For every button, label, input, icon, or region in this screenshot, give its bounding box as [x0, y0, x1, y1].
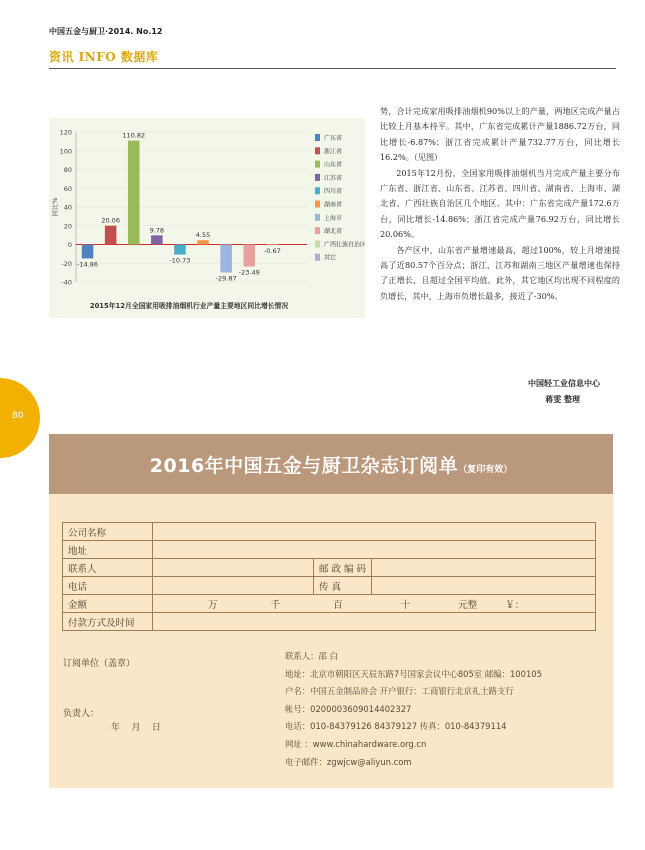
editor-credit: 蒋雯 整理 — [545, 395, 580, 404]
subscription-form — [49, 434, 613, 788]
legend-swatch — [315, 254, 320, 261]
article-paragraph: 2015年12月份，全国家用吸排油烟机当月完成产量主要分布广东省、浙江省、山东省、江苏省、四川省、湖南省、上海市、湖北省、广西壮族自治区几个地区。其中：广东省完成产量172.6万台，同比增长-14.86%；浙江省完成产量76.92万台，同比增长20.06%。 — [380, 167, 620, 240]
legend-label: 山东省 — [324, 161, 343, 169]
form-header — [49, 434, 613, 494]
article-paragraph: 各产区中，山东省产量增速最高，超过100%，较上月增速提高了近80.57个百分点；浙江、江苏和湖南三地区产量增速也保持了正增长，且超过全国平均值。此外，其它地区均出现不同程度的负增长，其中，上海市负增长最多，接近了-30%。 — [380, 244, 620, 301]
data-label: 9.78 — [149, 226, 165, 235]
address-field[interactable] — [153, 541, 596, 559]
data-label: -29.87 — [215, 274, 237, 283]
legend-label: 上海市 — [324, 214, 343, 222]
info-line: 电子邮件：zgwjcw@aliyun.com — [285, 756, 412, 767]
legend-label: 四川省 — [324, 188, 343, 196]
info-line: 网址 ：www.chinahardware.org.cn — [285, 738, 427, 749]
phone-field[interactable] — [153, 577, 314, 595]
data-label: -10.73 — [169, 256, 191, 265]
table-row — [63, 559, 596, 577]
table-row — [63, 523, 596, 541]
info-line: 地址：北京市朝阳区天辰东路7号国家会议中心805室 邮编：100105 — [285, 668, 542, 679]
legend-label: 湖南省 — [324, 201, 343, 209]
legend-swatch — [315, 147, 320, 154]
legend-label: 其它 — [324, 254, 337, 262]
table-row — [63, 595, 596, 613]
address-label: 地址 — [63, 541, 153, 559]
y-tick-label: 100 — [59, 147, 72, 156]
contact-field[interactable] — [153, 559, 314, 577]
legend-swatch — [315, 201, 320, 208]
amount-bai: 百 — [333, 599, 343, 611]
page-number-badge — [0, 378, 40, 458]
stamp-label: 订阅单位（盖章） — [63, 659, 136, 669]
contact-label: 联系人 — [63, 559, 153, 577]
amount-field[interactable] — [153, 595, 596, 613]
data-label: 20.06 — [101, 216, 120, 225]
page-number: 80 — [12, 411, 24, 421]
article-paragraph: 势，合计完成家用吸排油烟机90%以上的产量，两地区完成产量占比较上月基本持平。其中，广东省完成累计产量1886.72万台，同比增长-6.87%；浙江省完成累计产量732.77万台，同比增长16.2%。（见图） — [380, 106, 620, 163]
bar — [220, 245, 232, 273]
y-tick-label: 20 — [63, 222, 72, 231]
bar — [105, 226, 117, 245]
amount-shi: 十 — [400, 599, 411, 611]
legend-label: 广东省 — [324, 135, 343, 142]
y-tick-label: 120 — [59, 128, 72, 137]
y-tick-label: 80 — [63, 166, 72, 174]
chart-title: 2015年12月全国家用吸排油烟机行业产量主要地区同比增长情况 — [89, 302, 289, 310]
bar — [243, 245, 255, 267]
bar — [267, 245, 279, 246]
legend-swatch — [315, 187, 320, 194]
contact-info — [285, 648, 605, 771]
legend-swatch — [315, 174, 320, 181]
company-field[interactable] — [153, 523, 596, 541]
bar-chart — [49, 118, 365, 318]
form-title-text: 2016年中国五金与厨卫杂志订阅单 — [149, 455, 459, 477]
magazine-issue-line: 中国五金与厨卫·2014. No.12 — [49, 27, 163, 36]
postcode-field[interactable] — [372, 559, 596, 577]
article-body — [380, 104, 620, 304]
info-line: 联系人：邵 白 — [285, 651, 338, 661]
amount-yuan: 元整 — [458, 599, 478, 611]
subscription-table — [62, 522, 596, 631]
amount-wan: 万 — [208, 599, 218, 611]
form-title — [49, 451, 613, 478]
table-row — [63, 613, 596, 631]
bar — [151, 235, 163, 244]
payment-label: 付款方式及时间 — [63, 613, 153, 631]
data-label: 110.82 — [122, 131, 146, 140]
data-label: 4.55 — [195, 231, 211, 240]
amount-yen: ￥： — [505, 599, 525, 611]
y-tick-label: 40 — [63, 203, 72, 212]
chart-panel — [49, 118, 365, 318]
header-rule — [49, 68, 616, 69]
info-line: 帐号：0200003609014402327 — [285, 703, 412, 714]
source-org: 中国轻工业信息中心 — [528, 379, 600, 388]
amount-label: 金额 — [63, 595, 153, 613]
legend-swatch — [315, 134, 320, 141]
info-line: 电话：010-84379126 84379127 传真：010-84379114 — [285, 721, 507, 732]
info-line: 户名：中国五金制品协会 开户银行：工商银行北京礼士路支行 — [285, 686, 514, 697]
legend-swatch — [315, 240, 320, 247]
legend-label: 江苏省 — [324, 174, 343, 182]
legend-label: 浙江省 — [324, 148, 343, 156]
legend-swatch — [315, 227, 320, 234]
legend-swatch — [315, 161, 320, 168]
bar — [128, 141, 140, 245]
y-tick-label: 0 — [67, 241, 72, 249]
bar — [174, 245, 186, 255]
y-tick-label: -40 — [61, 278, 72, 287]
bar — [82, 245, 94, 259]
table-row — [63, 577, 596, 595]
table-row — [63, 541, 596, 559]
form-title-note: （复印有效） — [458, 465, 513, 475]
y-tick-label: -20 — [61, 259, 72, 268]
legend-swatch — [315, 214, 320, 221]
data-label: -0.67 — [263, 247, 281, 256]
responsible-label: 负责人： — [63, 709, 100, 719]
y-tick-label: 60 — [63, 184, 72, 193]
legend-label: 湖北省 — [324, 228, 343, 236]
payment-field[interactable] — [153, 613, 596, 631]
data-label: -14.86 — [77, 260, 99, 269]
company-label: 公司名称 — [63, 523, 153, 541]
legend-label: 广西壮族自治区 — [324, 241, 365, 249]
bar — [197, 240, 209, 244]
section-title: 资讯 INFO 数据库 — [49, 50, 159, 64]
y-axis-label: 同比% — [51, 197, 59, 217]
date-label: 年 月 日 — [111, 723, 161, 733]
amount-qian: 千 — [270, 599, 281, 611]
postcode-label: 邮 政 编 码 — [314, 559, 372, 577]
fax-field[interactable] — [372, 577, 596, 595]
data-label: -23.49 — [238, 268, 260, 277]
phone-label: 电话 — [63, 577, 153, 595]
fax-label: 传 真 — [314, 577, 372, 595]
